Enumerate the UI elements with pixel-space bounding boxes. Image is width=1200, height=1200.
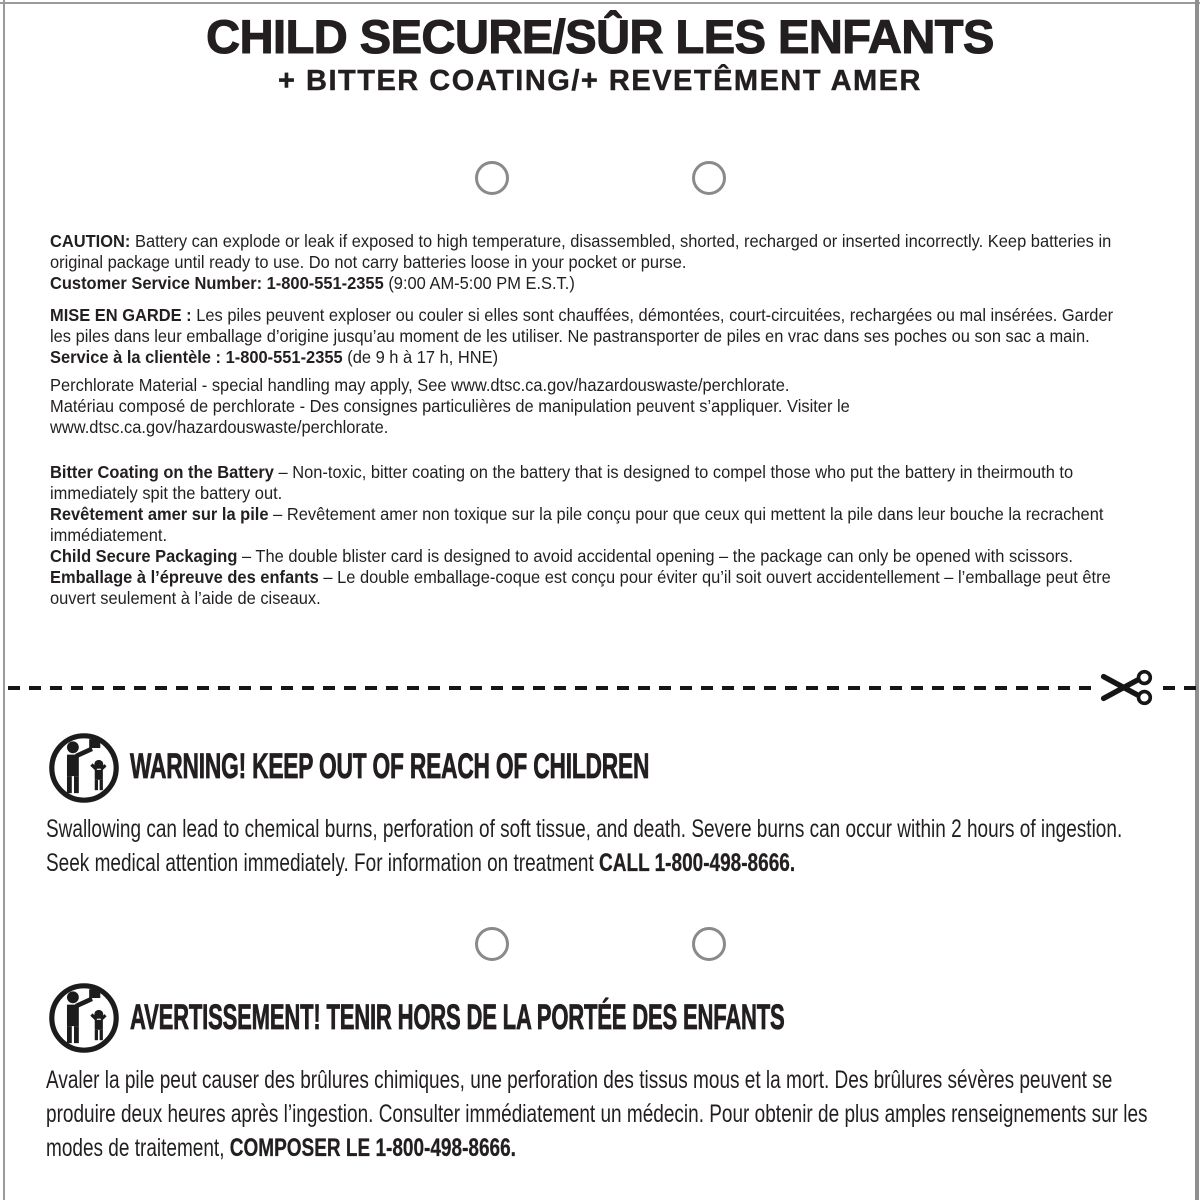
feature-lead: Revêtement amer sur la pile <box>50 504 269 524</box>
card-edge-top <box>0 2 1200 4</box>
caution-fr-paragraph <box>50 305 1131 368</box>
customer-service-number: Customer Service Number: 1-800-551-2355 <box>50 273 384 293</box>
feature-text: – Le double emballage-coque est conçu pour éviter qu’il soit ouvert accidentellement – l’emballage peut être ouvert seulement à l’aide de ciseaux. <box>50 567 1111 608</box>
service-clientele-line <box>50 347 1131 368</box>
cut-dashed-line <box>8 686 1198 690</box>
warning-en-body: Swallowing can lead to chemical burns, perforation of soft tissue, and death. Severe burns can occur within 2 hours of ingestion. Seek medical attention immediately. For information on treatment <box>46 815 1123 877</box>
feature-text: – The double blister card is designed to avoid accidental opening – the package can only be opened with scissors. <box>241 546 1073 566</box>
service-clientele-hours: (de 9 h à 17 h, HNE) <box>347 347 499 367</box>
caution-en-lead: CAUTION: <box>50 231 131 251</box>
safety-info-section <box>50 231 1131 609</box>
perchlorate-paragraph <box>50 375 1131 438</box>
feature-lead: Emballage à l’épreuve des enfants <box>50 567 319 587</box>
punch-hole <box>475 161 509 195</box>
feature-bitter-coating-fr <box>50 504 1131 546</box>
feature-child-secure-en <box>50 546 1131 567</box>
caution-fr-body: Les piles peuvent exploser ou couler si elles sont chauffées, démontées, court-circuitées, rechargées ou mal insérées. Garder les piles dans leur emballage d’origine jusqu’au moment de les utiliser. Ne pastransporter de piles en vrac dans ses poches ou son sac a main. <box>50 305 1114 346</box>
warning-fr-body: Avaler la pile peut causer des brûlures chimiques, une perforation des tissus mous et la mort. Des brûlures sévères peuvent se produire deux heures après l’ingestion. Consulter immédiatement un médecin. Pour obtenir de plus amples renseignements sur les modes de traitement, <box>46 1066 1148 1162</box>
feature-lead: Child Secure Packaging <box>50 546 238 566</box>
warning-en-title: WARNING! KEEP OUT OF REACH OF CHILDREN <box>130 747 650 786</box>
punch-holes-top <box>0 161 1200 195</box>
page-subtitle: + BITTER COATING/+ REVETÊMENT AMER <box>278 65 922 97</box>
warning-en-paragraph <box>46 812 1163 880</box>
scissors-cut-icon <box>1098 667 1160 708</box>
service-clientele-number: Service à la clientèle : 1-800-551-2355 <box>50 347 343 367</box>
warning-fr-title: AVERTISSEMENT! TENIR HORS DE LA PORTÉE DES ENFANTS <box>130 998 785 1037</box>
warning-fr-paragraph <box>46 1063 1163 1165</box>
punch-hole <box>692 927 726 961</box>
perchlorate-en: Perchlorate Material - special handling may apply, See www.dtsc.ca.gov/hazardouswaste/perchlorate. <box>50 375 790 395</box>
caution-en-paragraph <box>50 231 1131 294</box>
warning-en-call-number: CALL 1-800-498-8666. <box>599 849 796 877</box>
customer-service-line <box>50 273 1131 294</box>
feature-bitter-coating-en <box>50 462 1131 504</box>
punch-hole <box>692 161 726 195</box>
keep-away-from-children-icon <box>47 731 121 805</box>
caution-en-body: Battery can explode or leak if exposed to high temperature, disassembled, shorted, recharged or inserted incorrectly. Keep batteries in original package until ready to use. Do not carry batteries loose in your pocket or purse. <box>50 231 1112 272</box>
perchlorate-fr: Matériau composé de perchlorate - Des consignes particulières de manipulation peuvent s’appliquer. Visiter le www.dtsc.ca.gov/hazardouswaste/perchlorate. <box>50 396 850 437</box>
punch-hole <box>475 927 509 961</box>
punch-holes-bottom <box>0 927 1200 961</box>
feature-text: – Non-toxic, bitter coating on the battery that is designed to compel those who put the battery in theirmouth to immediately spit the battery out. <box>50 462 1074 503</box>
feature-child-secure-fr <box>50 567 1131 609</box>
page-title: CHILD SECURE/SÛR LES ENFANTS <box>206 10 994 63</box>
caution-fr-lead: MISE EN GARDE : <box>50 305 192 325</box>
feature-text: – Revêtement amer non toxique sur la pile conçu pour que ceux qui mettent la pile dans leur bouche la recrachent immédiatement. <box>50 504 1104 545</box>
customer-service-hours: (9:00 AM-5:00 PM E.S.T.) <box>388 273 575 293</box>
keep-away-from-children-icon <box>47 981 121 1055</box>
warning-fr-call-number: COMPOSER LE 1-800-498-8666. <box>229 1134 516 1162</box>
header <box>0 12 1200 97</box>
feature-lead: Bitter Coating on the Battery <box>50 462 274 482</box>
features-paragraph <box>50 462 1131 609</box>
